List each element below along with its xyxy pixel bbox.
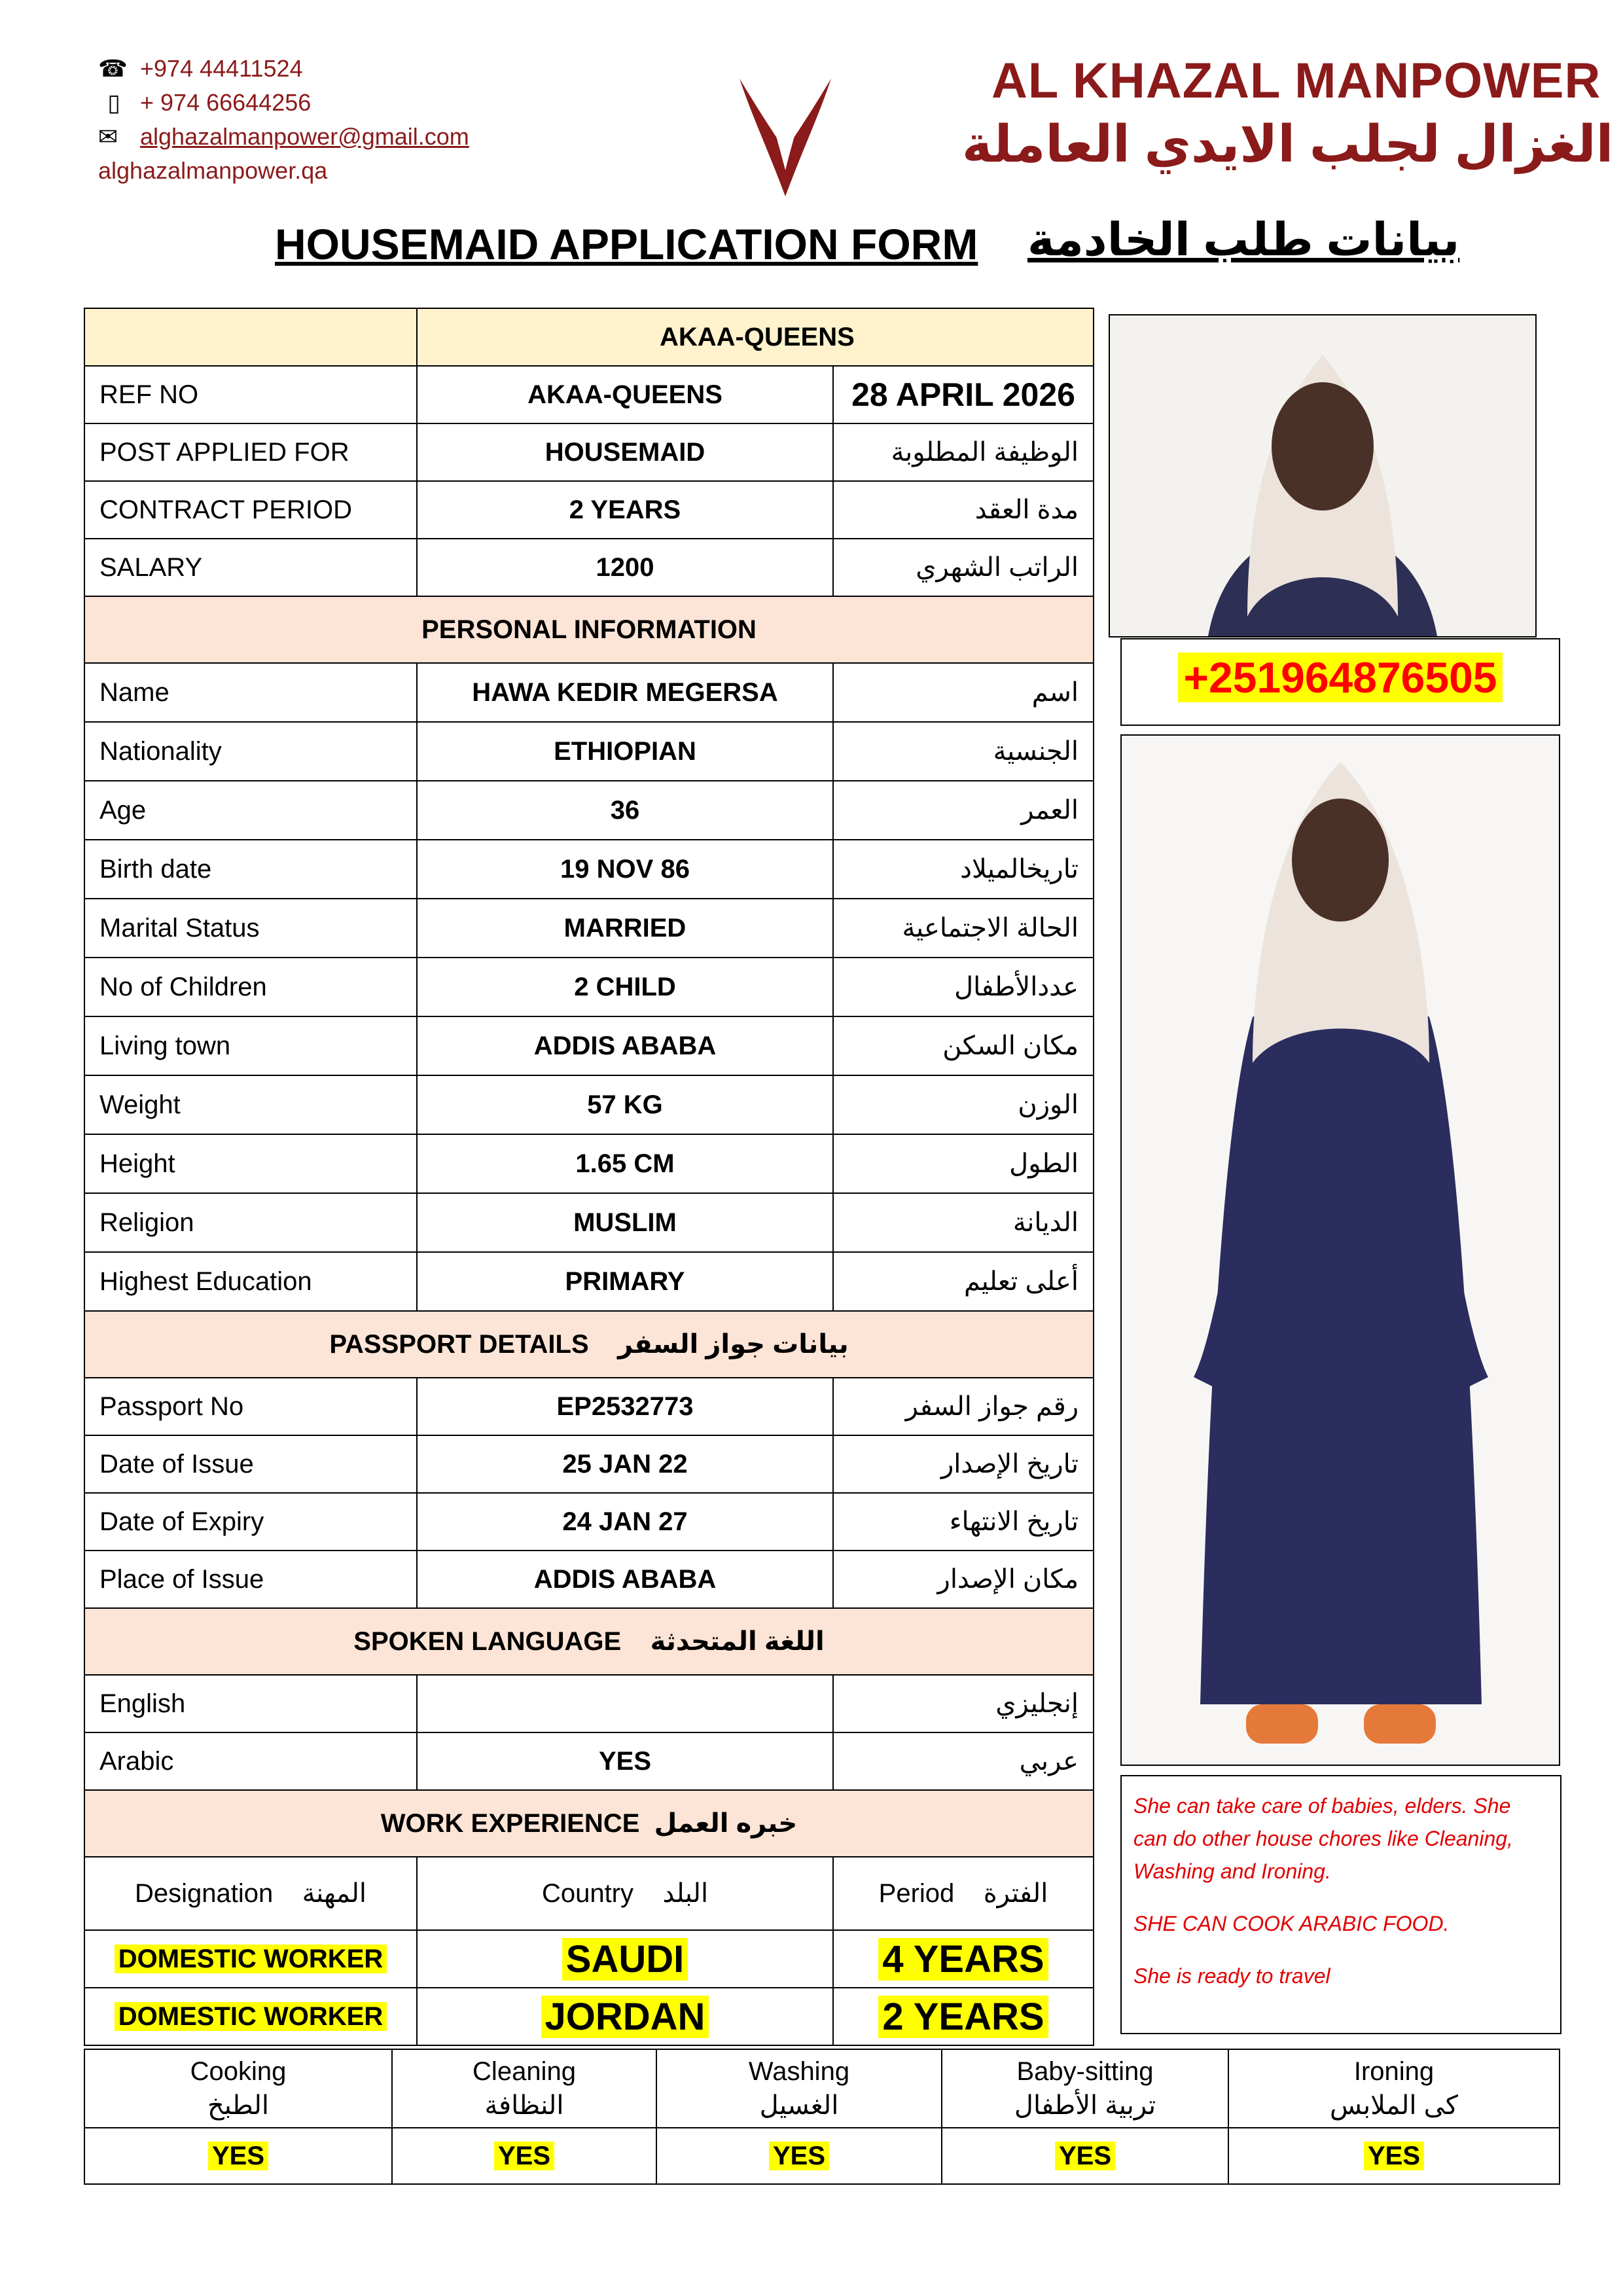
- personal-value: 1.65 CM: [417, 1134, 833, 1193]
- language-row: [84, 1675, 1094, 1732]
- personal-label-arabic: الديانة: [833, 1193, 1094, 1252]
- experience-country: JORDAN: [541, 1996, 709, 2038]
- skills-value-row: [84, 2128, 1560, 2184]
- personal-label: Marital Status: [84, 899, 417, 958]
- phone-number-2: + 974 66644256: [140, 89, 312, 116]
- designation-header-en: Designation: [134, 1879, 274, 1908]
- designation-header: [84, 1857, 417, 1930]
- personal-row: [84, 899, 1094, 958]
- website-line: [98, 157, 327, 185]
- gazelle-logo: [726, 72, 844, 203]
- contract-value: 2 YEARS: [417, 481, 833, 539]
- passport-row: [84, 1435, 1094, 1493]
- personal-value: 57 KG: [417, 1075, 833, 1134]
- personal-label: Highest Education: [84, 1252, 417, 1311]
- experience-row: [84, 1930, 1094, 1988]
- experience-country-cell: [417, 1988, 833, 2045]
- telephone-icon: ☎: [98, 55, 128, 82]
- personal-value: ADDIS ABABA: [417, 1016, 833, 1075]
- skill-header-cell: [1228, 2049, 1560, 2128]
- experience-period-cell: [833, 1930, 1094, 1988]
- experience-designation-cell: [84, 1988, 417, 2045]
- note-1: She can take care of babies, elders. She can do other house chores like Cleaning, Washing and Ironing.: [1133, 1794, 1513, 1883]
- personal-label: Birth date: [84, 840, 417, 899]
- personal-value: ETHIOPIAN: [417, 722, 833, 781]
- skill-header-cell: [656, 2049, 942, 2128]
- personal-row: [84, 781, 1094, 840]
- personal-label-arabic: العمر: [833, 781, 1094, 840]
- personal-row: [84, 1252, 1094, 1311]
- personal-label: Religion: [84, 1193, 417, 1252]
- language-value: [417, 1675, 833, 1732]
- mobile-phone-icon: ▯: [107, 89, 120, 116]
- note-2: SHE CAN COOK ARABIC FOOD.: [1133, 1912, 1450, 1935]
- experience-country: SAUDI: [562, 1938, 688, 1981]
- personal-value: HAWA KEDIR MEGERSA: [417, 663, 833, 722]
- website-link[interactable]: alghazalmanpower.qa: [98, 157, 328, 184]
- skill-name-arabic: الغسيل: [759, 2091, 839, 2120]
- personal-value: MUSLIM: [417, 1193, 833, 1252]
- skill-name: Washing: [748, 2057, 850, 2086]
- passport-label: Passport No: [84, 1378, 417, 1435]
- passport-section-title-ar: بيانات جواز السفر: [618, 1330, 849, 1359]
- portrait-photo: [1109, 314, 1537, 637]
- personal-label-arabic: أعلى تعليم: [833, 1252, 1094, 1311]
- skill-value-cell: [84, 2128, 392, 2184]
- personal-value: 19 NOV 86: [417, 840, 833, 899]
- agent-row: [84, 308, 1094, 366]
- language-section-title-en: SPOKEN LANGUAGE: [353, 1627, 622, 1656]
- skill-value: YES: [494, 2142, 554, 2170]
- application-date: 28 APRIL 2026: [833, 366, 1094, 423]
- passport-value: ADDIS ABABA: [417, 1551, 833, 1608]
- experience-designation-cell: [84, 1930, 417, 1988]
- personal-row: [84, 1075, 1094, 1134]
- form-title-arabic: بيانات طلب الخادمة: [1027, 214, 1460, 265]
- full-body-photo: [1120, 734, 1560, 1766]
- personal-label-arabic: الجنسية: [833, 722, 1094, 781]
- contract-row: [84, 481, 1094, 539]
- phone-line-2: [98, 89, 311, 117]
- personal-label-arabic: الطول: [833, 1134, 1094, 1193]
- experience-country-cell: [417, 1930, 833, 1988]
- contact-phone: +251964876505: [1178, 653, 1502, 702]
- skill-value: YES: [208, 2142, 268, 2170]
- skill-value-cell: [942, 2128, 1228, 2184]
- company-name-english: AL KHAZAL MANPOWER: [991, 53, 1601, 109]
- country-header-ar: البلد: [662, 1879, 709, 1908]
- ref-label: REF NO: [84, 366, 417, 423]
- designation-header-ar: المهنة: [302, 1879, 367, 1908]
- skill-value-cell: [392, 2128, 656, 2184]
- experience-section-title-en: WORK EXPERIENCE: [380, 1809, 640, 1838]
- passport-value: 25 JAN 22: [417, 1435, 833, 1493]
- salary-value: 1200: [417, 539, 833, 596]
- note-3: She is ready to travel: [1133, 1964, 1330, 1988]
- skill-name-arabic: النظافة: [484, 2091, 564, 2120]
- personal-row: [84, 840, 1094, 899]
- personal-value: MARRIED: [417, 899, 833, 958]
- country-header-en: Country: [541, 1879, 633, 1908]
- experience-section-title: [84, 1790, 1094, 1857]
- language-label: Arabic: [84, 1732, 417, 1790]
- language-label: English: [84, 1675, 417, 1732]
- language-section-title-ar: اللغة المتحدثة: [650, 1627, 825, 1656]
- contact-phone-box: [1120, 638, 1560, 726]
- period-header-ar: الفترة: [983, 1879, 1048, 1908]
- personal-value: 2 CHILD: [417, 958, 833, 1016]
- skill-value-cell: [656, 2128, 942, 2184]
- passport-section-title: [84, 1311, 1094, 1378]
- personal-row: [84, 958, 1094, 1016]
- skill-value: YES: [1055, 2142, 1115, 2170]
- passport-label-arabic: مكان الإصدار: [833, 1551, 1094, 1608]
- experience-designation: DOMESTIC WORKER: [115, 2002, 387, 2031]
- personal-value: PRIMARY: [417, 1252, 833, 1311]
- post-row: [84, 423, 1094, 481]
- personal-row: [84, 1193, 1094, 1252]
- personal-section-title: PERSONAL INFORMATION: [84, 596, 1094, 663]
- experience-section-title-ar: خبره العمل: [654, 1809, 798, 1838]
- email-link[interactable]: alghazalmanpower@gmail.com: [140, 123, 469, 150]
- salary-label: SALARY: [84, 539, 417, 596]
- full-body-figure-icon: [1122, 736, 1559, 1765]
- ref-value: AKAA-QUEENS: [417, 366, 833, 423]
- company-name-arabic: الغزال لجلب الايدي العاملة: [962, 115, 1614, 173]
- skill-name-arabic: تربية الأطفال: [1014, 2091, 1156, 2120]
- period-header: [833, 1857, 1094, 1930]
- contract-label: CONTRACT PERIOD: [84, 481, 417, 539]
- skills-notes: [1120, 1775, 1561, 2034]
- language-label-arabic: عربي: [833, 1732, 1094, 1790]
- phone-number-1: +974 44411524: [140, 55, 303, 82]
- experience-period: 4 YEARS: [878, 1938, 1048, 1981]
- skill-name: Ironing: [1353, 2057, 1435, 2086]
- personal-label: Living town: [84, 1016, 417, 1075]
- experience-period: 2 YEARS: [878, 1996, 1048, 2038]
- passport-row: [84, 1493, 1094, 1551]
- passport-value: 24 JAN 27: [417, 1493, 833, 1551]
- salary-row: [84, 539, 1094, 596]
- skill-value: YES: [1364, 2142, 1424, 2170]
- language-row: [84, 1732, 1094, 1790]
- language-section-header: [84, 1608, 1094, 1675]
- passport-label: Place of Issue: [84, 1551, 417, 1608]
- ref-row: [84, 366, 1094, 423]
- personal-row: [84, 1134, 1094, 1193]
- skill-name-arabic: كى الملابس: [1330, 2091, 1458, 2120]
- personal-row: [84, 1016, 1094, 1075]
- country-header: [417, 1857, 833, 1930]
- skill-name-arabic: الطبخ: [207, 2091, 269, 2120]
- personal-value: 36: [417, 781, 833, 840]
- personal-section-header: [84, 596, 1094, 663]
- personal-row: [84, 663, 1094, 722]
- experience-header-row: [84, 1857, 1094, 1930]
- personal-label-arabic: الحالة الاجتماعية: [833, 899, 1094, 958]
- post-value: HOUSEMAID: [417, 423, 833, 481]
- personal-label: Weight: [84, 1075, 417, 1134]
- skills-table: [84, 2049, 1560, 2185]
- skills-header-row: [84, 2049, 1560, 2128]
- skill-header-cell: [392, 2049, 656, 2128]
- experience-period-cell: [833, 1988, 1094, 2045]
- skill-value: YES: [769, 2142, 829, 2170]
- passport-label-arabic: تاريخ الإصدار: [833, 1435, 1094, 1493]
- skill-name: Cleaning: [473, 2057, 576, 2086]
- application-table: [84, 308, 1094, 2046]
- personal-label-arabic: الوزن: [833, 1075, 1094, 1134]
- skill-value-cell: [1228, 2128, 1560, 2184]
- passport-value: EP2532773: [417, 1378, 833, 1435]
- personal-label-arabic: اسم: [833, 663, 1094, 722]
- portrait-figure-icon: [1110, 315, 1535, 636]
- agent-name: AKAA-QUEENS: [417, 308, 1094, 366]
- post-label-arabic: الوظيفة المطلوبة: [833, 423, 1094, 481]
- passport-section-title-en: PASSPORT DETAILS: [329, 1330, 589, 1359]
- passport-section-header: [84, 1311, 1094, 1378]
- skill-name: Baby-sitting: [1016, 2057, 1154, 2086]
- language-label-arabic: إنجليزي: [833, 1675, 1094, 1732]
- personal-label: Name: [84, 663, 417, 722]
- passport-label: Date of Expiry: [84, 1493, 417, 1551]
- language-section-title: [84, 1608, 1094, 1675]
- personal-label-arabic: عددالأطفال: [833, 958, 1094, 1016]
- phone-line-1: [98, 55, 303, 82]
- passport-label-arabic: تاريخ الانتهاء: [833, 1493, 1094, 1551]
- experience-section-header: [84, 1790, 1094, 1857]
- form-title: HOUSEMAID APPLICATION FORM: [275, 220, 978, 268]
- passport-row: [84, 1378, 1094, 1435]
- contract-label-arabic: مدة العقد: [833, 481, 1094, 539]
- salary-label-arabic: الراتب الشهري: [833, 539, 1094, 596]
- personal-label: Nationality: [84, 722, 417, 781]
- passport-label-arabic: رقم جواز السفر: [833, 1378, 1094, 1435]
- personal-label-arabic: تاريخالميلاد: [833, 840, 1094, 899]
- agent-blank-cell: [84, 308, 417, 366]
- post-label: POST APPLIED FOR: [84, 423, 417, 481]
- skill-header-cell: [84, 2049, 392, 2128]
- passport-label: Date of Issue: [84, 1435, 417, 1493]
- personal-label: Height: [84, 1134, 417, 1193]
- personal-label: No of Children: [84, 958, 417, 1016]
- experience-row: [84, 1988, 1094, 2045]
- personal-label: Age: [84, 781, 417, 840]
- period-header-en: Period: [878, 1879, 955, 1908]
- skill-name: Cooking: [190, 2057, 287, 2086]
- passport-row: [84, 1551, 1094, 1608]
- personal-row: [84, 722, 1094, 781]
- envelope-icon: ✉: [98, 123, 118, 150]
- personal-label-arabic: مكان السكن: [833, 1016, 1094, 1075]
- email-line: [98, 123, 469, 151]
- experience-designation: DOMESTIC WORKER: [115, 1945, 387, 1973]
- language-value: YES: [417, 1732, 833, 1790]
- skill-header-cell: [942, 2049, 1228, 2128]
